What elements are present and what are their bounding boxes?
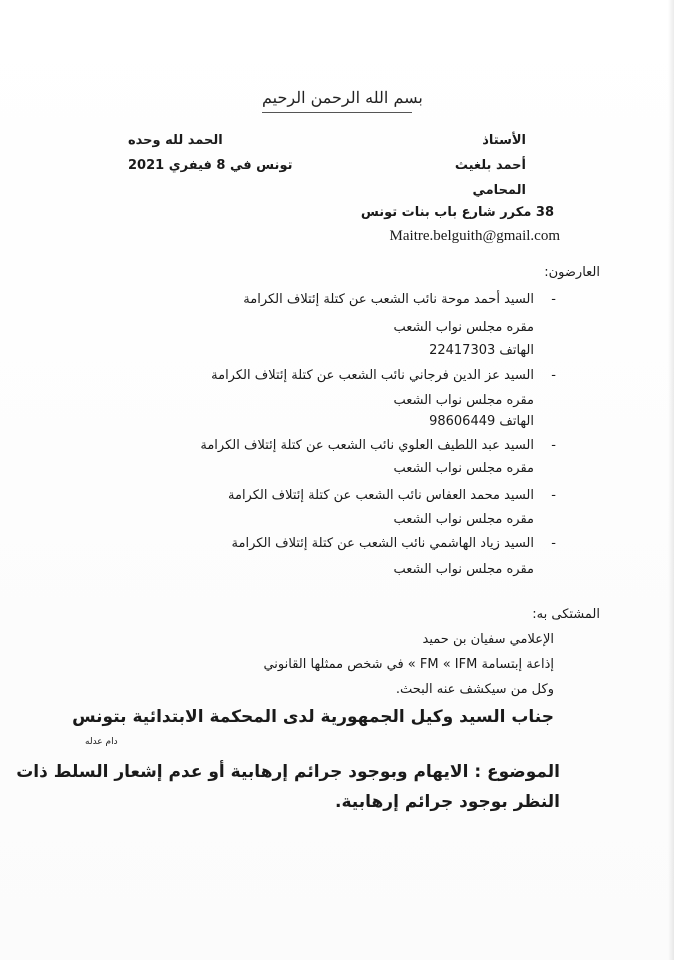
- plaintiffs-title: العارضون:: [544, 265, 600, 280]
- plaintiff-2-seat: مقره مجلس نواب الشعب: [393, 393, 534, 408]
- place-date: تونس في 8 فيفري 2021: [128, 158, 293, 173]
- basmala-underline: [262, 112, 412, 113]
- basmala-calligraphy: بسم الله الرحمن الرحيم: [262, 88, 423, 107]
- plaintiff-5-seat: مقره مجلس نواب الشعب: [393, 562, 534, 577]
- defendant-journalist: الإعلامي سفيان بن حميد: [422, 632, 554, 647]
- defendant-radio: إذاعة إبتسامة FM « IFM » في شخص ممثلها القانوني: [263, 657, 554, 672]
- list-dash: -: [551, 438, 556, 453]
- defendants-title: المشتكى به:: [532, 607, 600, 622]
- lawyer-name: أحمد بلغيث: [454, 158, 526, 173]
- plaintiff-1-name: السيد أحمد موحة نائب الشعب عن كتلة إئتلاف الكرامة: [243, 292, 534, 307]
- plaintiff-2-name: السيد عز الدين فرجاني نائب الشعب عن كتلة إئتلاف الكرامة: [211, 368, 534, 383]
- addressee-line: جناب السيد وكيل الجمهورية لدى المحكمة الابتدائية بتونس: [72, 707, 554, 727]
- lawyer-title: الأستاذ: [482, 133, 526, 148]
- plaintiff-4-name: السيد محمد العفاس نائب الشعب عن كتلة إئتلاف الكرامة: [228, 488, 534, 503]
- list-dash: -: [551, 536, 556, 551]
- plaintiff-1-phone: الهاتف 22417303: [429, 343, 534, 358]
- list-dash: -: [551, 488, 556, 503]
- list-dash: -: [551, 368, 556, 383]
- plaintiff-5-name: السيد زياد الهاشمي نائب الشعب عن كتلة إئتلاف الكرامة: [231, 536, 534, 551]
- lawyer-email: Maitre.belguith@gmail.com: [389, 228, 560, 244]
- subject-line-1: الموضوع : الايهام وبوجود جرائم إرهابية أو عدم إشعار السلط ذات: [16, 762, 560, 782]
- plaintiff-4-seat: مقره مجلس نواب الشعب: [393, 512, 534, 527]
- page-edge-shadow: [668, 0, 674, 960]
- subject-line-2: النظر بوجود جرائم إرهابية.: [335, 792, 560, 812]
- defendant-others: وكل من سيكشف عنه البحث.: [395, 682, 554, 697]
- lawyer-address: 38 مكرر شارع باب بنات تونس: [360, 205, 554, 220]
- plaintiff-2-phone: الهاتف 98606449: [429, 414, 534, 429]
- list-dash: -: [551, 292, 556, 307]
- praise-line: الحمد لله وحده: [128, 133, 223, 148]
- plaintiff-1-seat: مقره مجلس نواب الشعب: [393, 320, 534, 335]
- plaintiff-3-name: السيد عبد اللطيف العلوي نائب الشعب عن كتلة إئتلاف الكرامة: [200, 438, 534, 453]
- lawyer-role: المحامي: [472, 183, 526, 198]
- addressee-honorific: دام عدله: [85, 737, 118, 747]
- plaintiff-3-seat: مقره مجلس نواب الشعب: [393, 461, 534, 476]
